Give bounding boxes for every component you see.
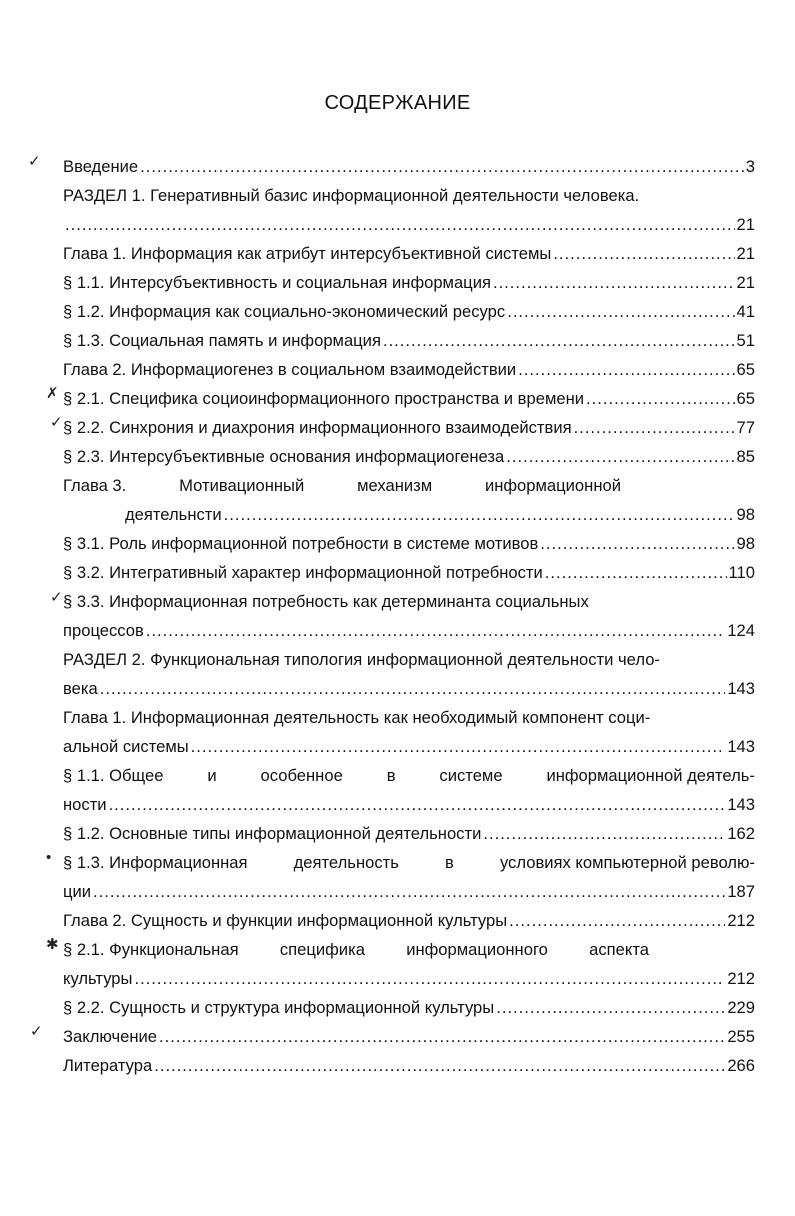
toc-entry-title: Глава 2. Информациогенез в социальном взаимодействии — [63, 360, 517, 379]
toc-entry — [63, 819, 755, 848]
toc-entry — [63, 442, 755, 471]
toc-entry-title: Глава 2. Сущность и функции информационной культуры — [63, 911, 508, 930]
toc-entry — [63, 384, 755, 413]
toc-entry-page: 21 — [736, 273, 755, 292]
toc-entry-title: § 3.2. Интегративный характер информационной потребности — [63, 563, 543, 582]
leader-dots — [159, 1022, 725, 1051]
check-mark-icon: • — [46, 849, 52, 866]
toc-word: деятельность — [293, 853, 399, 872]
toc-entry-title: § 1.2. Информация как социально-экономический ресурс — [63, 302, 506, 321]
leader-dots — [224, 500, 735, 529]
toc-entry-title: Заключение — [63, 1027, 157, 1046]
toc-entry-title — [63, 848, 755, 877]
toc-entry-title: § 1.3. Социальная память и информация — [63, 331, 381, 350]
check-mark-icon: ✓ — [50, 589, 63, 606]
leader-dots — [100, 674, 726, 703]
toc-entry — [63, 239, 755, 268]
toc-entry-page: 41 — [736, 302, 755, 321]
toc-entry-page: 65 — [736, 360, 755, 379]
toc-entry-title: § 2.2. Сущность и структура информационной культуры — [63, 998, 495, 1017]
toc-entry — [63, 906, 755, 935]
toc-entry-title: деятельнсти — [125, 505, 222, 524]
page-title: СОДЕРЖАНИЕ — [324, 92, 471, 114]
toc-word: Глава 3. — [63, 476, 127, 495]
toc-entry-title: § 1.1. Интерсубъективность и социальная информация — [63, 273, 491, 292]
toc-entry-page: 110 — [728, 563, 755, 582]
toc-entry-page: 77 — [736, 418, 755, 437]
toc-entry-page: 212 — [727, 911, 755, 930]
toc-entry-page: 143 — [727, 795, 755, 814]
table-of-contents — [63, 152, 755, 1080]
toc-entry — [63, 732, 755, 761]
toc-entry-title: Глава 1. Информация как атрибут интерсубъективной системы — [63, 244, 552, 263]
toc-entry-page: 65 — [736, 389, 755, 408]
check-mark-icon: ✗ — [46, 385, 59, 402]
toc-entry — [63, 616, 755, 645]
toc-entry-title: РАЗДЕЛ 2. Функциональная типология информационной деятельности чело- — [63, 650, 660, 669]
leader-dots — [493, 268, 735, 297]
leader-dots — [134, 964, 725, 993]
toc-entry — [63, 1051, 755, 1080]
leader-dots — [509, 906, 725, 935]
toc-entry-title: § 2.1. Специфика социоинформационного пространства и времени — [63, 389, 585, 408]
toc-entry-title: ности — [63, 795, 107, 814]
toc-entry-page: 21 — [736, 215, 755, 234]
toc-entry-title: РАЗДЕЛ 1. Генеративный базис информационной деятельности человека. — [63, 186, 640, 205]
toc-entry-page: 3 — [745, 157, 755, 176]
toc-entry — [63, 674, 755, 703]
toc-entry — [63, 1022, 755, 1051]
toc-entry-title: Глава 1. Информационная деятельность как необходимый компонент соци- — [63, 708, 651, 727]
check-mark-icon: ✓ — [30, 1023, 43, 1040]
leader-dots — [140, 152, 744, 181]
check-mark-icon: ✓ — [28, 153, 41, 170]
leader-dots — [191, 732, 726, 761]
toc-entry — [63, 355, 755, 384]
toc-entry-title: культуры — [63, 969, 133, 988]
toc-entry — [63, 500, 755, 529]
toc-entry-title: § 2.2. Синхрония и диахрония информационного взаимодействия — [63, 418, 572, 437]
toc-entry-title — [63, 471, 621, 500]
check-mark-icon: ✓ — [50, 414, 63, 431]
leader-dots — [506, 442, 734, 471]
toc-entry-title: процессов — [63, 621, 144, 640]
toc-entry-page: 124 — [727, 621, 755, 640]
toc-entry — [63, 152, 755, 181]
toc-word: § 2.1. Функциональная — [63, 940, 239, 959]
toc-entry-title: Введение — [63, 157, 139, 176]
toc-word: системе — [439, 766, 503, 785]
toc-entry — [63, 877, 755, 906]
toc-entry-page: 51 — [736, 331, 755, 350]
leader-dots — [383, 326, 735, 355]
toc-entry-title: § 3.3. Информационная потребность как детерминанта социальных — [63, 592, 589, 611]
toc-entry-page: 162 — [727, 824, 755, 843]
toc-entry-page: 212 — [727, 969, 755, 988]
toc-entry — [63, 268, 755, 297]
toc-entry — [63, 413, 755, 442]
toc-entry-page: 98 — [736, 534, 755, 553]
toc-entry-page: 187 — [727, 882, 755, 901]
toc-word: в — [445, 853, 454, 872]
toc-entry-page: 21 — [736, 244, 755, 263]
leader-dots — [540, 529, 734, 558]
toc-word: информационной — [484, 476, 621, 495]
toc-word: информационного — [406, 940, 548, 959]
toc-entry — [63, 529, 755, 558]
toc-entry-page: 143 — [727, 679, 755, 698]
toc-entry-title: века — [63, 679, 98, 698]
toc-entry-title: Литература — [63, 1056, 153, 1075]
toc-entry-page: 85 — [736, 447, 755, 466]
toc-entry-page: 98 — [736, 505, 755, 524]
toc-entry-title: § 1.2. Основные типы информационной деятельности — [63, 824, 482, 843]
toc-entry-page: 143 — [727, 737, 755, 756]
toc-word: § 1.1. Общее — [63, 766, 164, 785]
toc-word: информационной деятель- — [546, 766, 755, 785]
leader-dots — [586, 384, 735, 413]
toc-entry — [63, 964, 755, 993]
toc-entry-page: 229 — [727, 998, 755, 1017]
toc-word: и — [207, 766, 217, 785]
leader-dots — [496, 993, 725, 1022]
leader-dots — [93, 877, 725, 906]
toc-entry-title — [63, 761, 755, 790]
toc-entry — [63, 210, 755, 239]
leader-dots — [483, 819, 725, 848]
toc-entry-title: альной системы — [63, 737, 189, 756]
toc-entry-page: 266 — [727, 1056, 755, 1075]
toc-word: в — [386, 766, 396, 785]
toc-word: § 1.3. Информационная — [63, 853, 248, 872]
leader-dots — [109, 790, 726, 819]
toc-entry — [63, 558, 755, 587]
toc-word: механизм — [357, 476, 433, 495]
leader-dots — [518, 355, 734, 384]
toc-entry-title: § 2.3. Интерсубъективные основания информациогенеза — [63, 447, 505, 466]
toc-entry-title: § 3.1. Роль информационной потребности в системе мотивов — [63, 534, 539, 553]
toc-entry — [63, 790, 755, 819]
leader-dots — [507, 297, 734, 326]
toc-entry-page: 255 — [727, 1027, 755, 1046]
leader-dots — [65, 210, 735, 239]
toc-word: условиях компьютерной револю- — [499, 853, 755, 872]
toc-entry — [63, 326, 755, 355]
leader-dots — [146, 616, 725, 645]
toc-entry-title — [63, 935, 649, 964]
toc-word: специфика — [279, 940, 365, 959]
check-mark-icon: ✱ — [46, 936, 59, 953]
toc-word: Мотивационный — [179, 476, 305, 495]
toc-word: особенное — [260, 766, 343, 785]
toc-entry-title: ции — [63, 882, 92, 901]
leader-dots — [154, 1051, 725, 1080]
toc-entry — [63, 297, 755, 326]
leader-dots — [574, 413, 735, 442]
leader-dots — [545, 558, 727, 587]
leader-dots — [553, 239, 734, 268]
toc-entry — [63, 993, 755, 1022]
toc-word: аспекта — [589, 940, 649, 959]
